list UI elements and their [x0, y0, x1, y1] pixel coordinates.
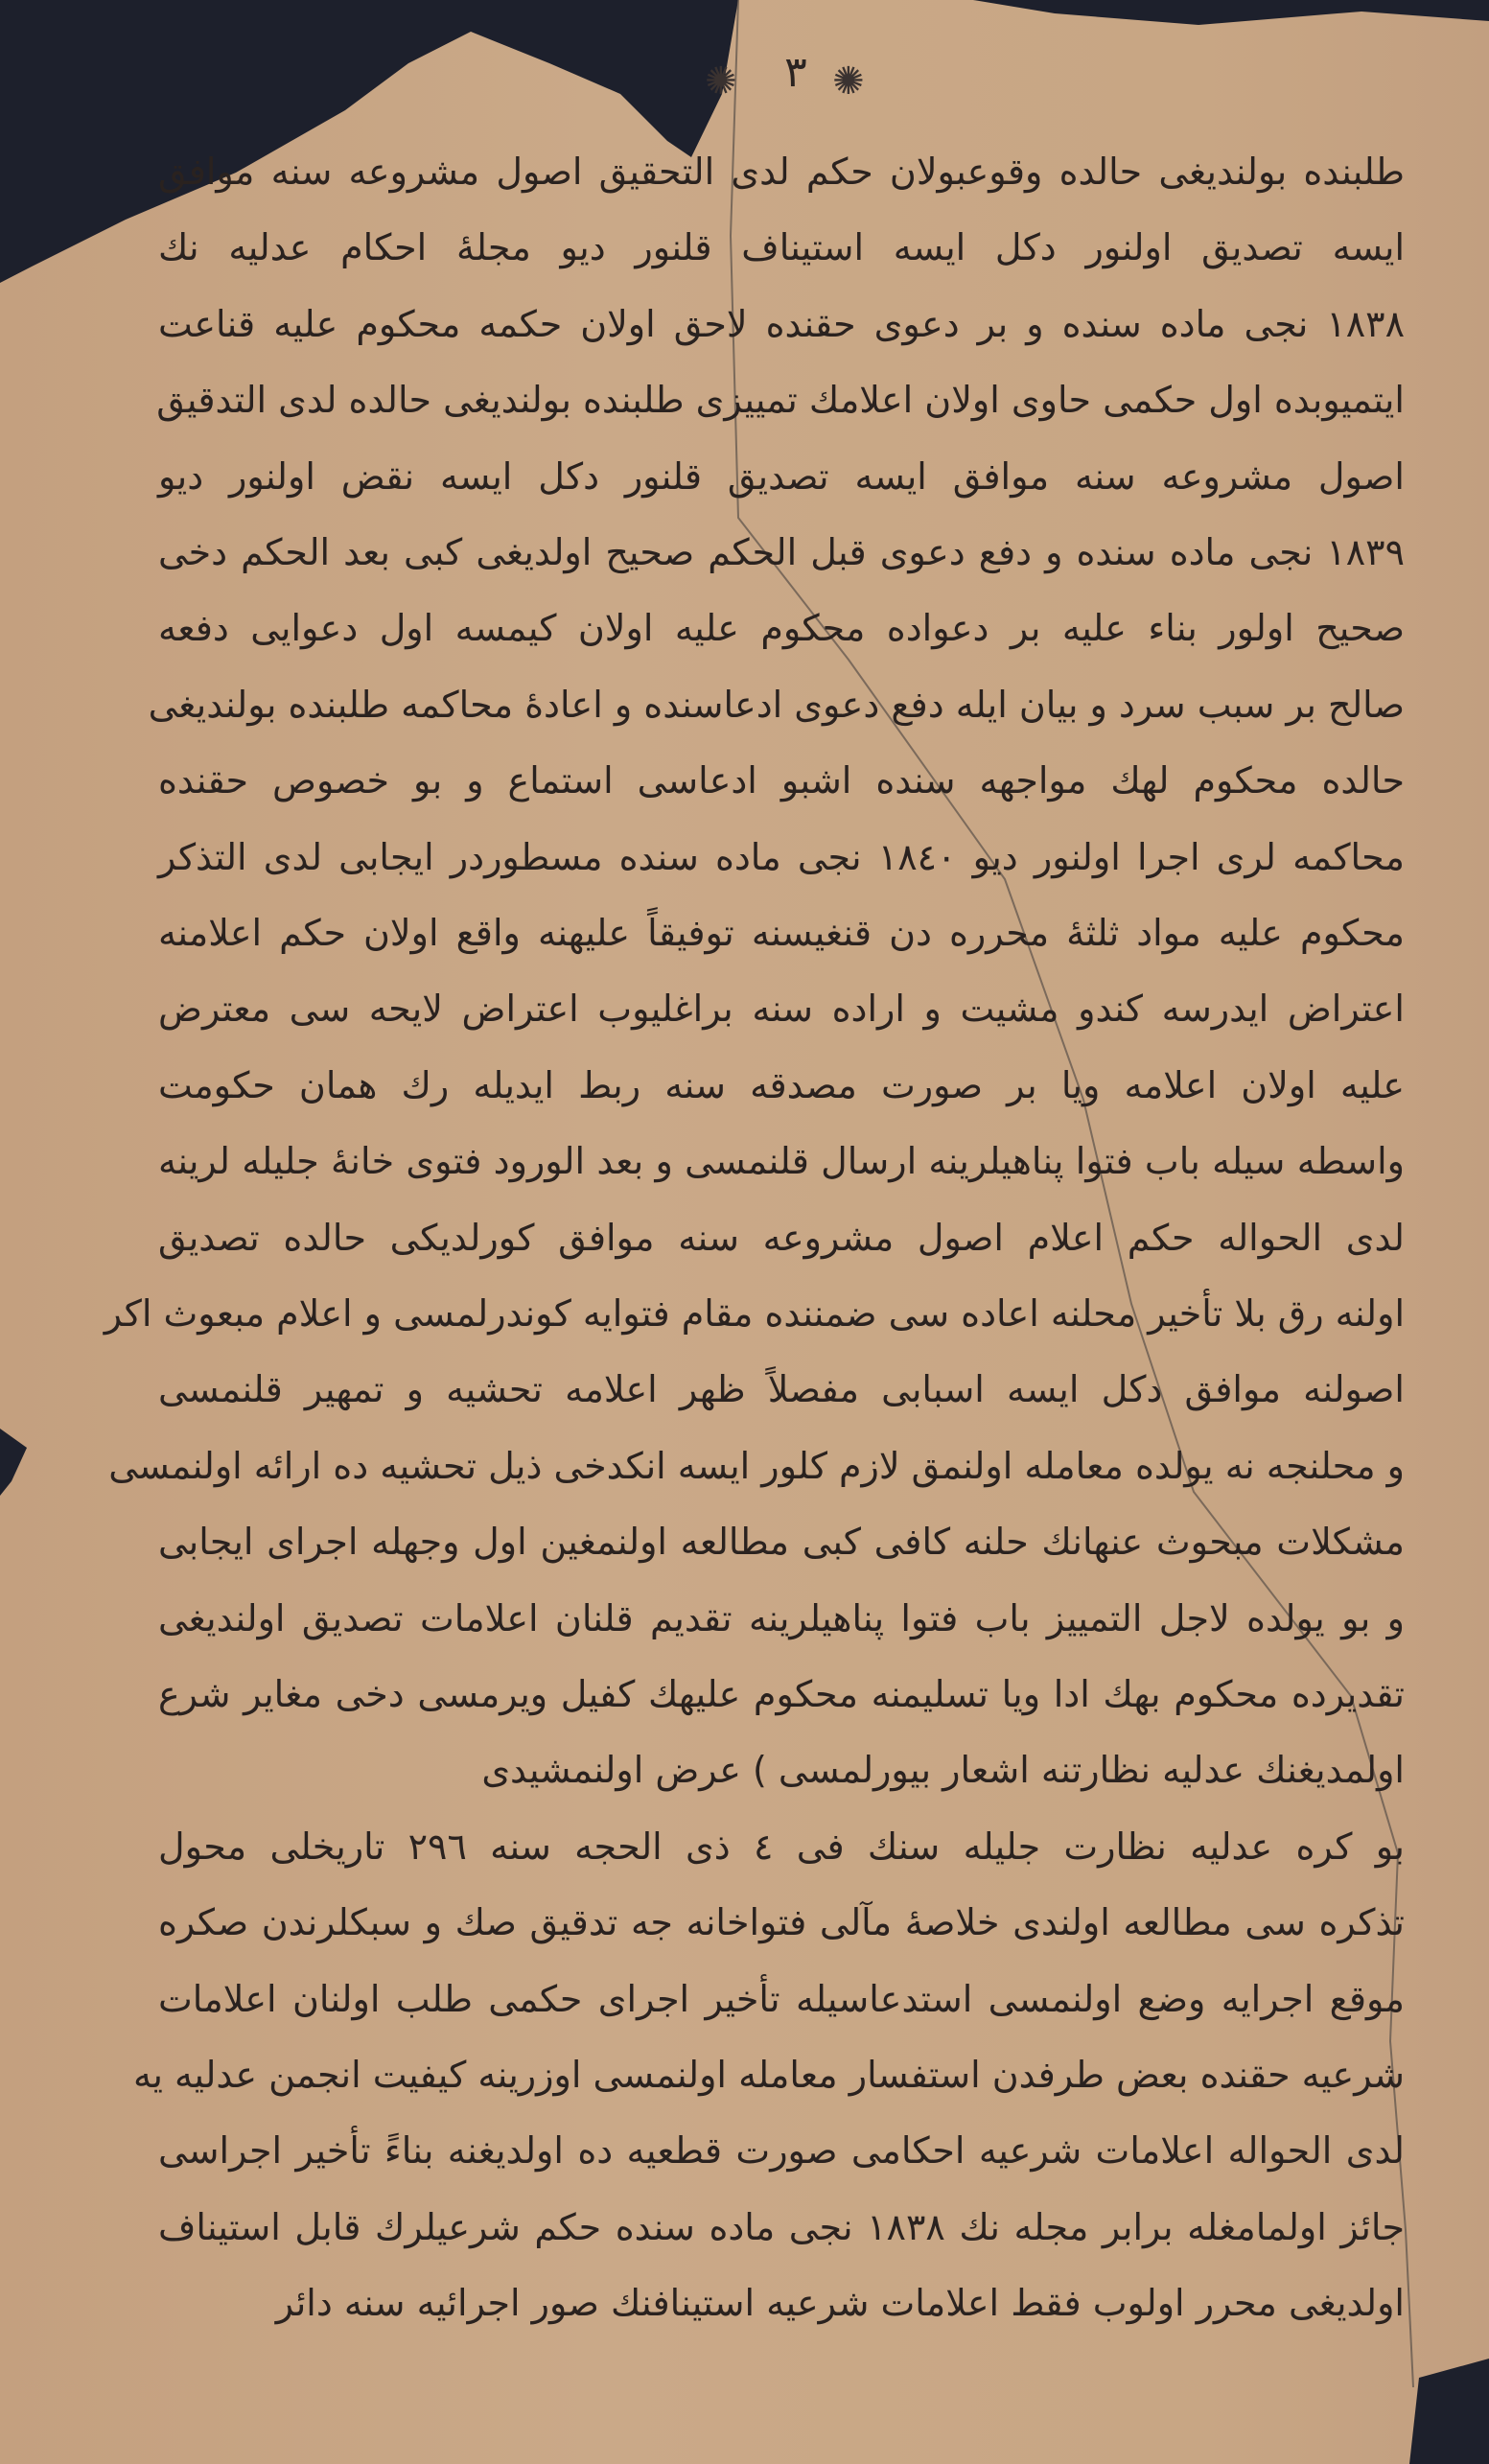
torn-corner-bottom-right — [1409, 2359, 1489, 2464]
text-line: اصولنه موافق دکل ایسه اسبابی مفصلاً ظهر اعلامه تحشیه و تمهیر قلنمسی — [158, 1368, 1405, 1411]
text-line: ایسه تصدیق اولنور دکل ایسه استیناف قلنور دیو مجلهٔ احکام عدلیه نك — [158, 226, 1405, 269]
text-line: مشکلات مبحوث عنهانك حلنه کافی کبی مطالعه اولنمغین اول وجهله اجرای ایجابی — [158, 1521, 1405, 1564]
text-line: اعتراض ایدرسه کندو مشیت و اراده سنه براغلیوب اعتراض لایحه سی معترض — [158, 988, 1405, 1031]
text-line: لدی الحواله حکم اعلام اصول مشروعه سنه موافق کورلدیکی حالده تصدیق — [158, 1216, 1405, 1259]
text-line: صحیح اولور بناء علیه بر دعواده محکوم علیه اولان کیمسه اول دعوایی دفعه — [158, 607, 1405, 650]
text-line: جائز اولمامغله برابر مجله نك ١٨٣٨ نجی ماده سنده حکم شرعیلرك قابل استیناف — [158, 2205, 1405, 2248]
text-line: ایتمیوبده اول حکمی حاوی اولان اعلامك تمییزی طلبنده بولندیغی حالده لدی التدقیق — [156, 379, 1405, 422]
text-line: بو کره عدلیه نظارت جلیله سنك فی ٤ ذی الحجه سنه ٢٩٦ تاریخلی محول — [158, 1825, 1405, 1868]
star-ornament-icon: ✺ — [705, 59, 737, 104]
torn-edge-top-right — [973, 0, 1489, 25]
text-line: اولدیغی محرر اولوب فقط اعلامات شرعیه استینافنك صور اجرائیه سنه دائر — [275, 2282, 1405, 2325]
text-line: تذکره سی مطالعه اولندی خلاصهٔ مآلی فتواخانه جه تدقیق صك و سبکلرندن صکره — [158, 1901, 1405, 1944]
text-line: و بو یولده لاجل التمییز باب فتوا پناهیلرینه تقدیم قلنان اعلامات تصدیق اولندیغی — [158, 1596, 1405, 1639]
page-number: ٣ — [784, 48, 807, 97]
text-line: ١٨٣٩ نجی ماده سنده و دفع دعوی قبل الحکم صحیح اولدیغی کبی بعد الحکم دخی — [158, 531, 1405, 573]
text-line: و محلنجه نه یولده معامله اولنمق لازم کلور ایسه انکدخی ذیل تحشیه ده ارائه اولنمسی — [108, 1444, 1405, 1487]
text-line: حالده محکوم لهك مواجهه سنده اشبو ادعاسی استماع و بو خصوص حقنده — [158, 759, 1405, 802]
text-line: شرعیه حقنده بعض طرفدن استفسار معامله اولنمسی اوزرینه کیفیت انجمن عدلیه یه — [132, 2054, 1405, 2096]
text-line: اولنه رق بلا تأخیر محلنه اعاده سی ضمننده مقام فتوایه کوندرلمسی و اعلام مبعوث اکر — [104, 1292, 1405, 1335]
text-line: محاکمه لری اجرا اولنور دیو ١٨٤٠ نجی ماده سنده مسطوردر ایجابی لدی التذکر — [158, 835, 1405, 878]
text-line: واسطه سیله باب فتوا پناهیلرینه ارسال قلنمسی و بعد الورود فتوی خانهٔ جلیله لرینه — [158, 1140, 1405, 1183]
text-line: طلبنده بولندیغی حالده وقوعبولان حکم لدی التحقیق اصول مشروعه سنه موافق — [158, 151, 1405, 193]
text-line: اولمدیغنك عدلیه نظارتنه اشعار بیورلمسی ) عرض اولنمشیدی — [481, 1749, 1405, 1792]
text-line: تقدیرده محکوم بهك ادا ویا تسلیمنه محکوم علیهك کفیل ویرمسی دخی مغایر شرع — [158, 1673, 1405, 1715]
star-ornament-icon: ✺ — [832, 59, 865, 104]
text-line: صالح بر سبب سرد و بیان ایله دفع دعوی ادعاسنده و اعادهٔ محاکمه طلبنده بولندیغی — [148, 683, 1405, 726]
text-line: ١٨٣٨ نجی ماده سنده و بر دعوی حقنده لاحق اولان حکمه محکوم علیه قناعت — [158, 302, 1405, 345]
text-line: لدی الحواله اعلامات شرعیه احکامی صورت قطعیه ده اولدیغنه بناءً تأخیر اجراسی — [158, 2129, 1405, 2173]
text-line: موقع اجرایه وضع اولنمسی استدعاسیله تأخیر اجرای حکمی طلب اولنان اعلامات — [158, 1977, 1405, 2020]
text-line: محکوم علیه مواد ثلثهٔ محرره دن قنغیسنه توفیقاً علیهنه واقع اولان حکم اعلامنه — [158, 912, 1405, 954]
text-line: اصول مشروعه سنه موافق ایسه تصدیق قلنور دکل ایسه نقض اولنور دیو — [158, 454, 1405, 498]
tear-left-edge — [0, 1429, 27, 1496]
text-line: علیه اولان اعلامه ویا بر صورت مصدقه سنه ربط ایدیله رك همان حکومت — [158, 1063, 1405, 1106]
